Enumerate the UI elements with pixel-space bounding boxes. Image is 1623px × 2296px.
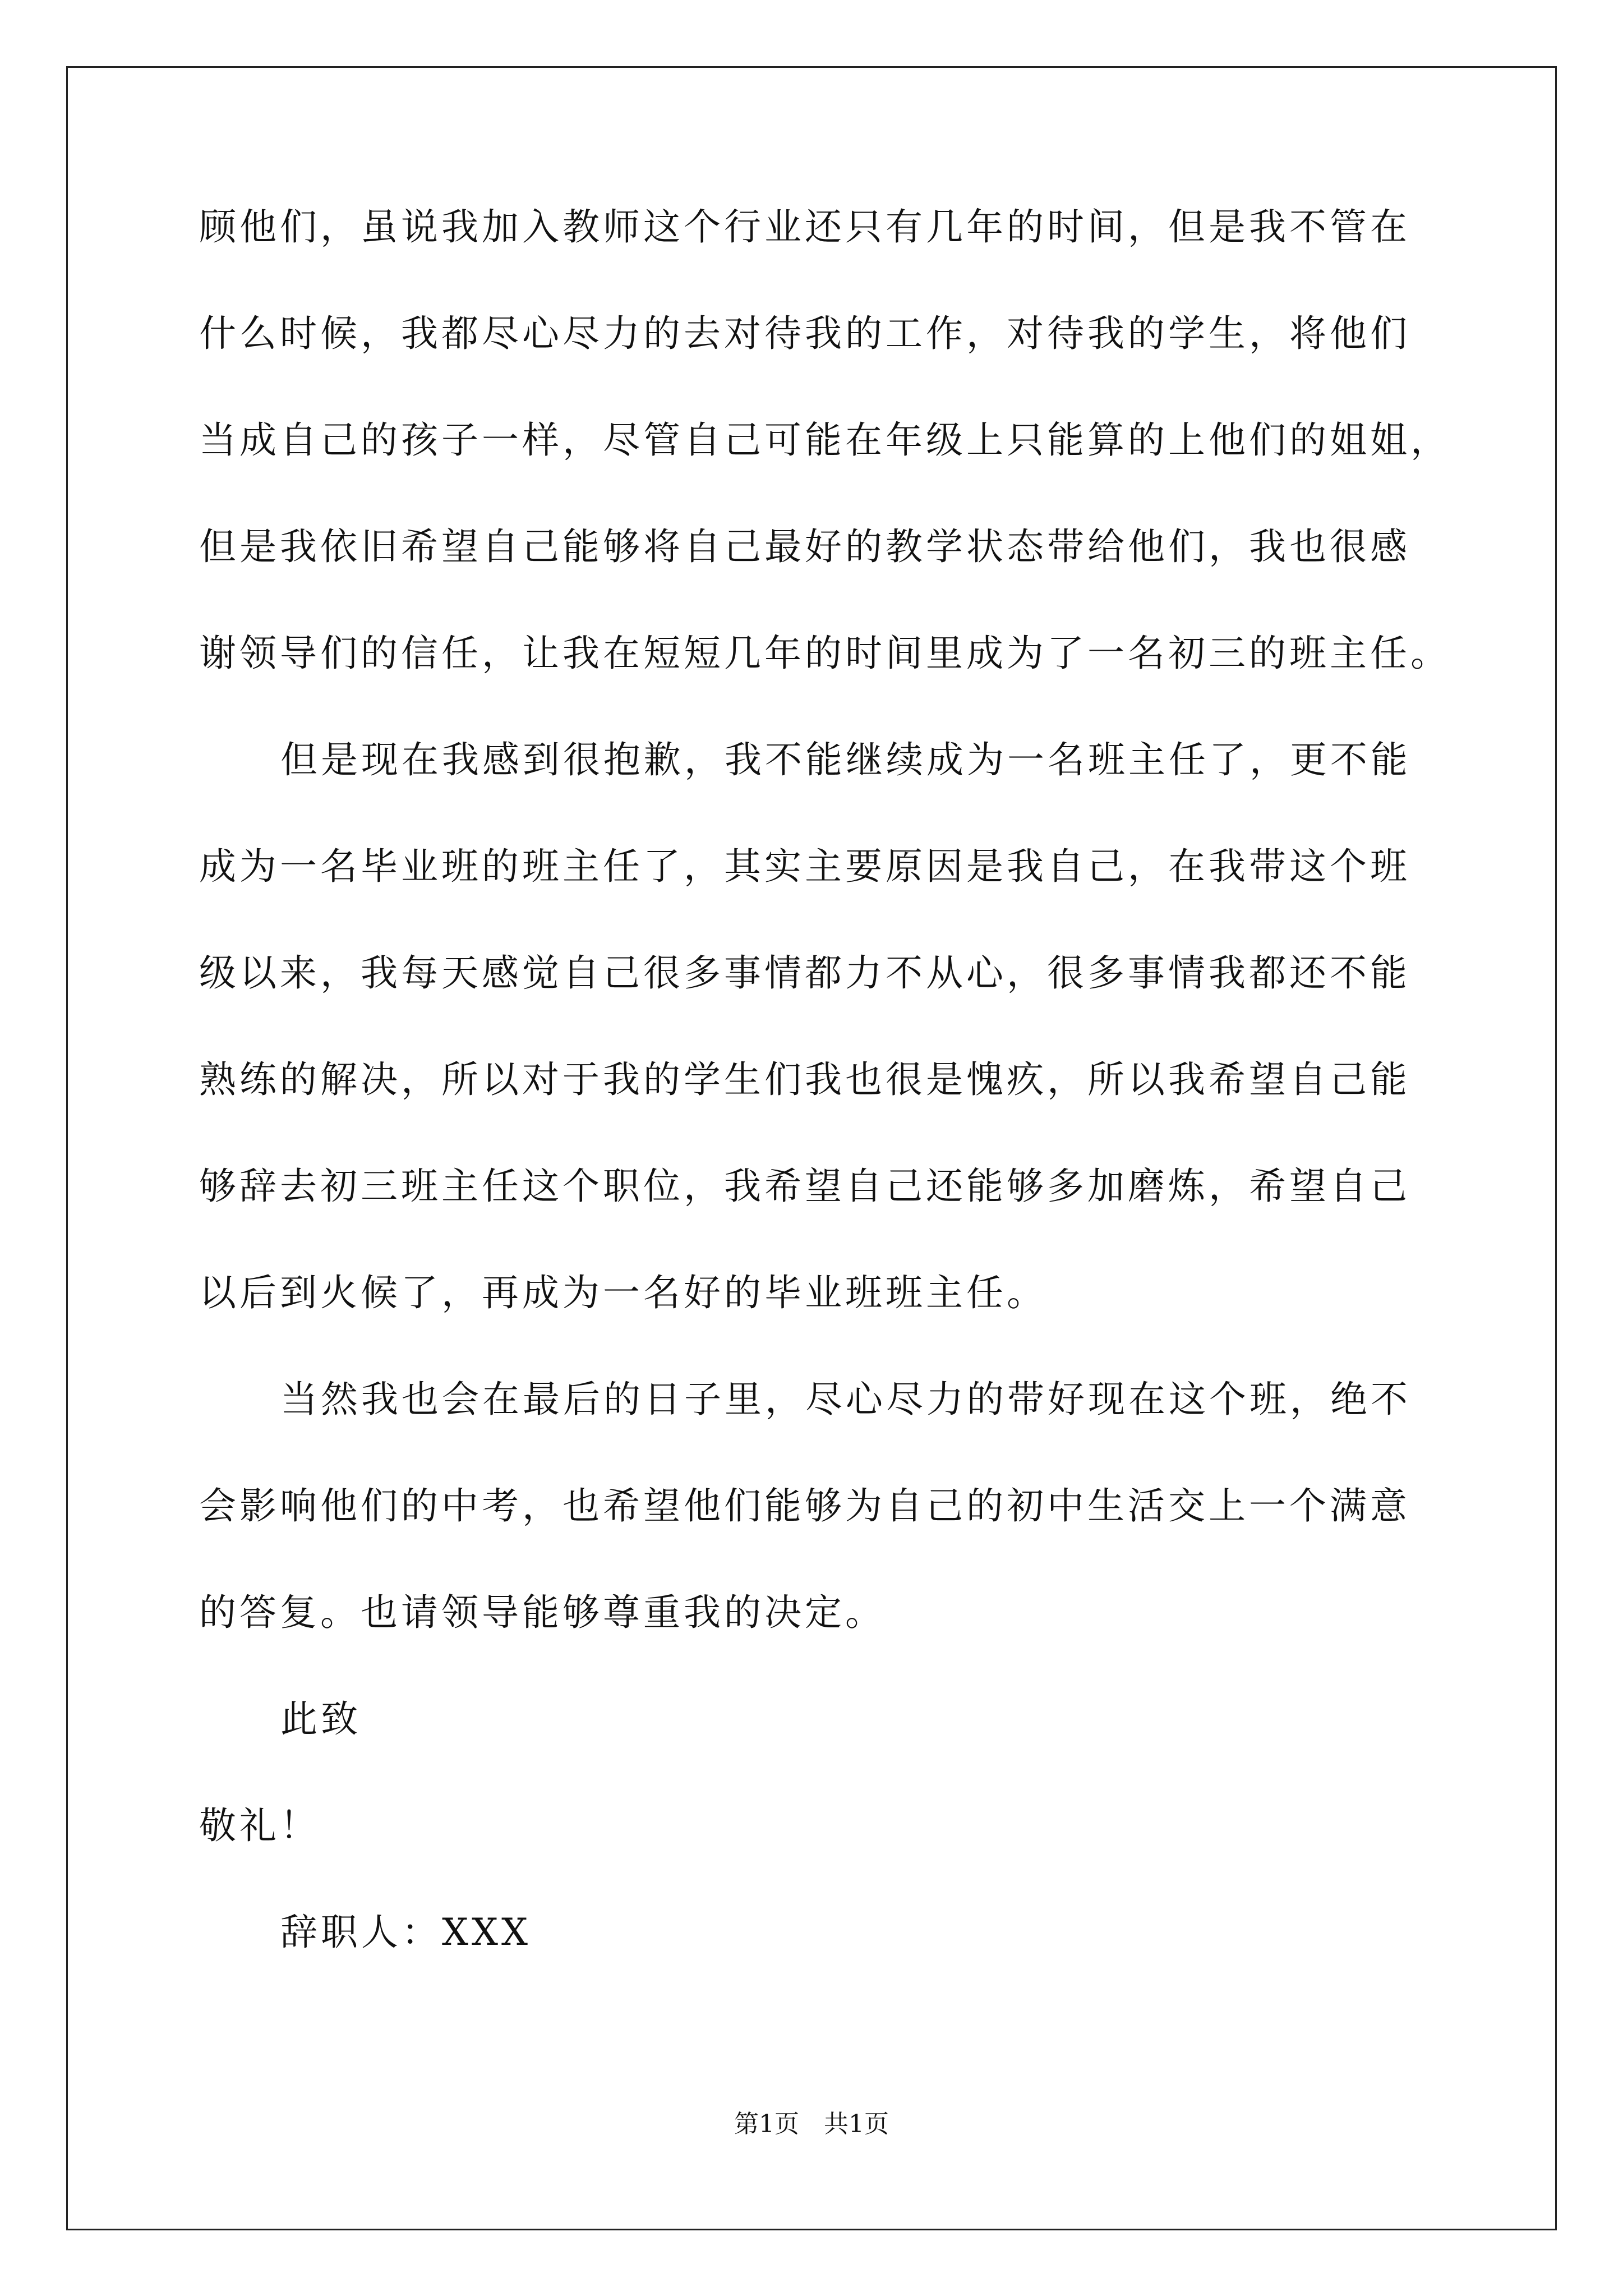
text-line: 谢领导们的信任，让我在短短几年的时间里成为了一名初三的班主任。 [199, 632, 1451, 675]
text-line: 级以来，我每天感觉自己很多事情都力不从心，很多事情我都还不能 [199, 951, 1410, 995]
text-line: 什么时候，我都尽心尽力的去对待我的工作，对待我的学生，将他们 [199, 312, 1410, 355]
paragraph-start-line: 但是现在我感到很抱歉，我不能继续成为一名班主任了，更不能 [280, 738, 1411, 781]
text-line: 成为一名毕业班的班主任了，其实主要原因是我自己，在我带这个班 [199, 845, 1410, 888]
text-line: 够辞去初三班主任这个职位，我希望自己还能够多加磨炼，希望自己 [199, 1165, 1410, 1208]
salutation: 敬礼！ [199, 1804, 320, 1847]
signature-line: 辞职人：XXX [280, 1911, 531, 1954]
text-line: 熟练的解决，所以对于我的学生们我也很是愧疚，所以我希望自己能 [199, 1058, 1410, 1101]
text-line: 但是我依旧希望自己能够将自己最好的教学状态带给他们，我也很感 [199, 525, 1410, 568]
paragraph-start-line: 当然我也会在最后的日子里，尽心尽力的带好现在这个班，绝不 [280, 1378, 1411, 1421]
page-footer: 第1页 共1页 [734, 2110, 889, 2138]
text-line: 会影响他们的中考，也希望他们能够为自己的初中生活交上一个满意 [199, 1484, 1410, 1527]
text-line: 以后到火候了，再成为一名好的毕业班班主任。 [199, 1271, 1047, 1314]
text-line: 顾他们，虽说我加入教师这个行业还只有几年的时间，但是我不管在 [199, 205, 1410, 249]
page-border [66, 66, 1557, 2230]
text-line: 当成自己的孩子一样，尽管自己可能在年级上只能算的上他们的姐姐， [199, 418, 1451, 462]
closing-phrase: 此致 [280, 1697, 361, 1741]
text-line: 的答复。也请领导能够尊重我的决定。 [199, 1591, 886, 1634]
